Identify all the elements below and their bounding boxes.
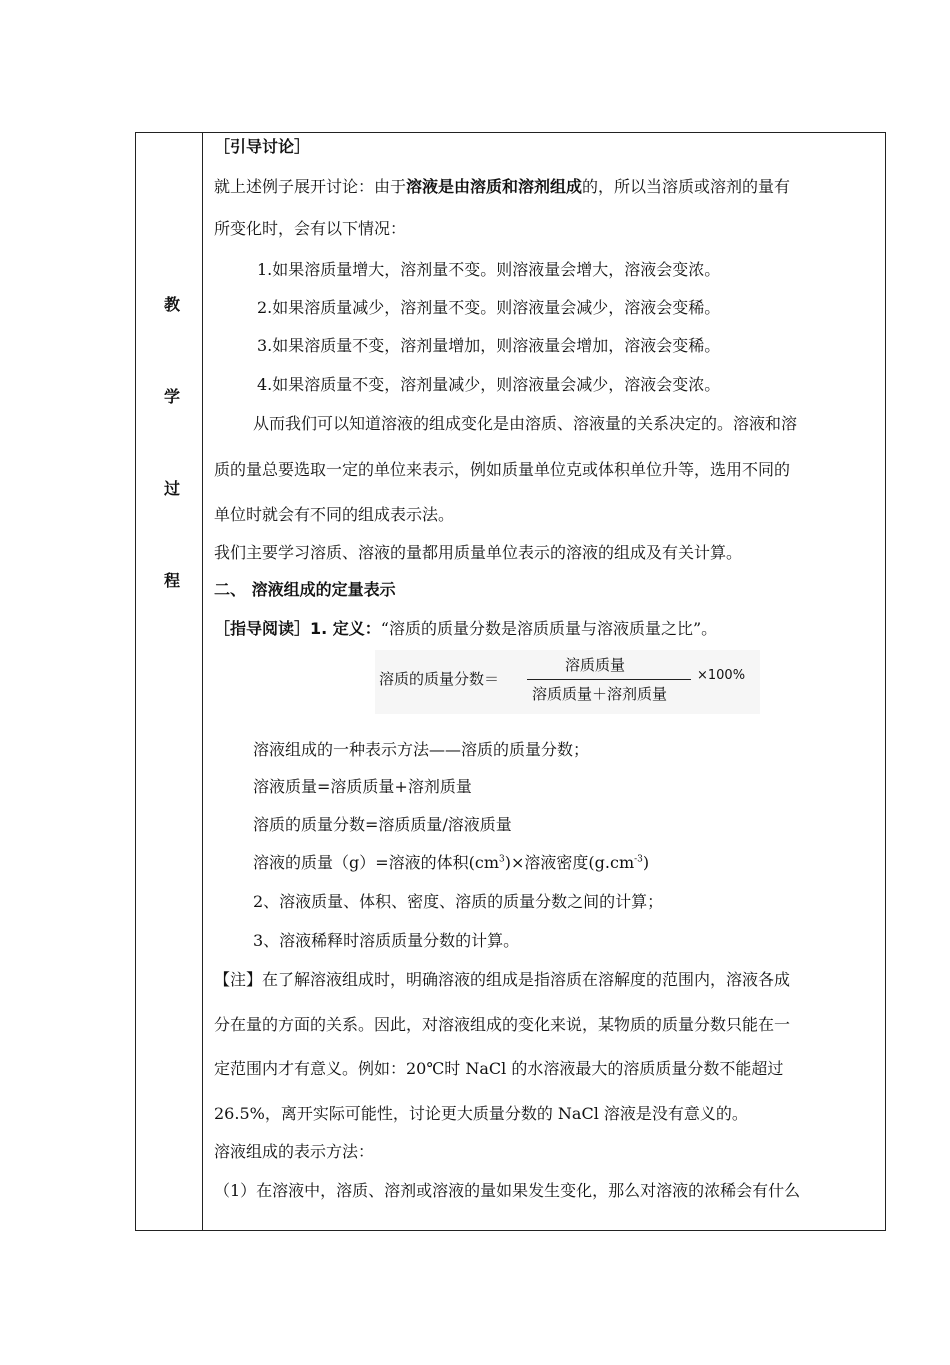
paragraph-1-bold: 溶液是由溶质和溶剂组成 <box>406 177 583 196</box>
mass-fraction-formula <box>375 650 760 714</box>
method-line-2: 溶液质量=溶质质量+溶剂质量 <box>253 777 472 796</box>
note-line-1: 【注】在了解溶液组成时，明确溶液的组成是指溶质在溶解度的范围内，溶液各成 <box>214 970 791 989</box>
paragraph-3: 我们主要学习溶质、溶液的量都用质量单位表示的溶液的组成及有关计算。 <box>214 543 743 562</box>
definition-label: ［指导阅读］1. 定义： <box>214 619 381 638</box>
section-2-heading: 二、 溶液组成的定量表示 <box>214 580 396 599</box>
formula-fraction-bar <box>527 679 691 680</box>
method-line-5: 2、溶液质量、体积、密度、溶质的质量分数之间的计算； <box>253 892 664 911</box>
case-4: 4.如果溶质量不变，溶剂量减少，则溶液量会减少，溶液会变浓。 <box>257 375 721 394</box>
case-1: 1.如果溶质量增大，溶剂量不变。则溶液量会增大，溶液会变浓。 <box>257 260 721 279</box>
case-2: 2.如果溶质量减少，溶剂量不变。则溶液量会减少，溶液会变稀。 <box>257 298 721 317</box>
formula-numerator: 溶质质量 <box>565 656 626 674</box>
paragraph-1-text-a: 就上述例子展开讨论：由于 <box>214 177 407 196</box>
case-3: 3.如果溶质量不变，溶剂量增加，则溶液量会增加，溶液会变稀。 <box>257 336 721 355</box>
paragraph-1-line-1 <box>214 177 790 197</box>
formula-denominator: 溶质质量＋溶剂质量 <box>532 685 668 703</box>
method-line-4-b: )×溶液密度(g.cm <box>504 853 635 872</box>
question-1: （1）在溶液中，溶质、溶剂或溶液的量如果发生变化，那么对溶液的浓稀会有什么 <box>214 1181 801 1200</box>
side-label-char-3: 过 <box>163 479 180 498</box>
table-column-divider <box>202 132 203 1231</box>
guide-discussion-heading: ［引导讨论］ <box>214 137 311 156</box>
note-line-4: 26.5%，离开实际可能性，讨论更大质量分数的 NaCl 溶液是没有意义的。 <box>214 1104 748 1123</box>
paragraph-2-line-3: 单位时就会有不同的组成表示法。 <box>214 505 455 524</box>
side-label-char-1: 教 <box>163 295 180 314</box>
method-line-1: 溶液组成的一种表示方法——溶质的质量分数； <box>253 740 590 759</box>
paragraph-1-line-2: 所变化时，会有以下情况： <box>214 219 407 238</box>
definition-line <box>214 619 717 639</box>
method-line-4-sup1: 3 <box>499 854 505 865</box>
side-label-char-4: 程 <box>163 571 180 590</box>
method-line-3: 溶质的质量分数=溶质质量/溶液质量 <box>253 815 512 834</box>
paragraph-2-line-2: 质的量总要选取一定的单位来表示，例如质量单位克或体积单位升等，选用不同的 <box>214 460 791 479</box>
method-heading: 溶液组成的表示方法： <box>214 1142 375 1161</box>
definition-text: “溶质的质量分数是溶质质量与溶液质量之比”。 <box>380 619 718 638</box>
formula-lhs: 溶质的质量分数＝ <box>379 670 500 688</box>
method-line-4 <box>253 853 649 873</box>
method-line-6: 3、溶液稀释时溶质质量分数的计算。 <box>253 931 520 950</box>
side-label-char-2: 学 <box>163 387 180 406</box>
note-line-2: 分在量的方面的关系。因此，对溶液组成的变化来说，某物质的质量分数只能在一 <box>214 1015 791 1034</box>
note-line-3: 定范围内才有意义。例如：20℃时 NaCl 的水溶液最大的溶质质量分数不能超过 <box>214 1059 784 1078</box>
paragraph-1-text-b: 的，所以当溶质或溶剂的量有 <box>582 177 791 196</box>
method-line-4-sup2: -3 <box>634 854 643 865</box>
paragraph-2-line-1: 从而我们可以知道溶液的组成变化是由溶质、溶液量的关系决定的。溶液和溶 <box>253 414 798 433</box>
method-line-4-a: 溶液的质量（g）=溶液的体积(cm <box>253 853 500 872</box>
method-line-4-c: ) <box>642 853 650 872</box>
formula-tail: ×100% <box>697 668 746 683</box>
